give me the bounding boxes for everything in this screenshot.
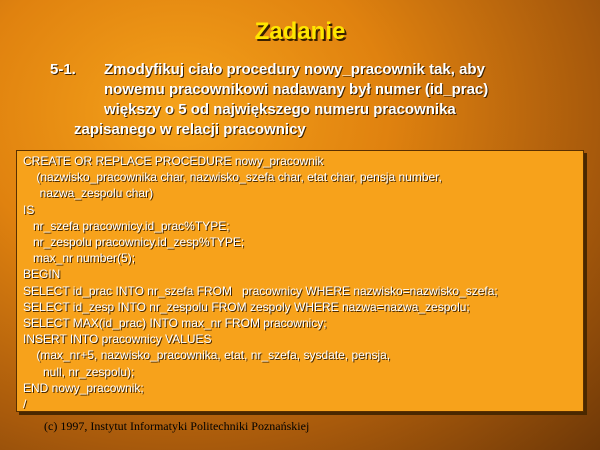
task-description — [50, 60, 570, 140]
code-line: SELECT MAX(id_prac) INTO max_nr FROM pracownicy; — [23, 316, 327, 331]
code-line: nr_szefa pracownicy.id_prac%TYPE; — [23, 218, 230, 233]
task-line-1: Zmodyfikuj ciało procedury nowy_pracownik tak, aby — [104, 61, 485, 78]
code-line: CREATE OR REPLACE PROCEDURE nowy_pracownik — [23, 154, 324, 168]
slide-title: Zadanie — [254, 18, 346, 45]
code-line: SELECT id_prac INTO nr_szefa FROM pracownicy WHERE nazwisko=nazwisko_szefa; — [23, 283, 498, 298]
task-line-4: zapisanego w relacji pracownicy — [74, 121, 306, 138]
code-line: max_nr number(5); — [23, 251, 136, 266]
copyright-footer: (c) 1997, Instytut Informatyki Politechniki Poznańskiej — [44, 419, 310, 433]
code-box — [16, 150, 584, 412]
task-line-2: nowemu pracownikowi nadawany był numer (id_prac) — [104, 81, 489, 98]
code-line: INSERT INTO pracownicy VALUES — [23, 332, 212, 347]
code-line: / — [23, 397, 27, 412]
code-line: IS — [23, 202, 35, 217]
code-line: SELECT id_zesp INTO nr_zespolu FROM zespoly WHERE nazwa=nazwa_zespolu; — [23, 299, 470, 314]
code-line: (nazwisko_pracownika char, nazwisko_szefa char, etat char, pensja number, — [23, 170, 442, 185]
code-line: BEGIN — [23, 267, 61, 282]
code-line: nr_zespolu pracownicy.id_zesp%TYPE; — [23, 235, 245, 250]
task-line-3: większy o 5 od największego numeru pracownika — [104, 101, 456, 118]
code-line: END nowy_pracownik; — [23, 380, 144, 395]
code-line: null, nr_zespolu); — [23, 364, 135, 379]
code-line: nazwa_zespolu char) — [23, 186, 154, 201]
task-number: 5-1. — [50, 61, 76, 78]
code-line: (max_nr+5, nazwisko_pracownika, etat, nr_szefa, sysdate, pensja, — [23, 348, 391, 363]
